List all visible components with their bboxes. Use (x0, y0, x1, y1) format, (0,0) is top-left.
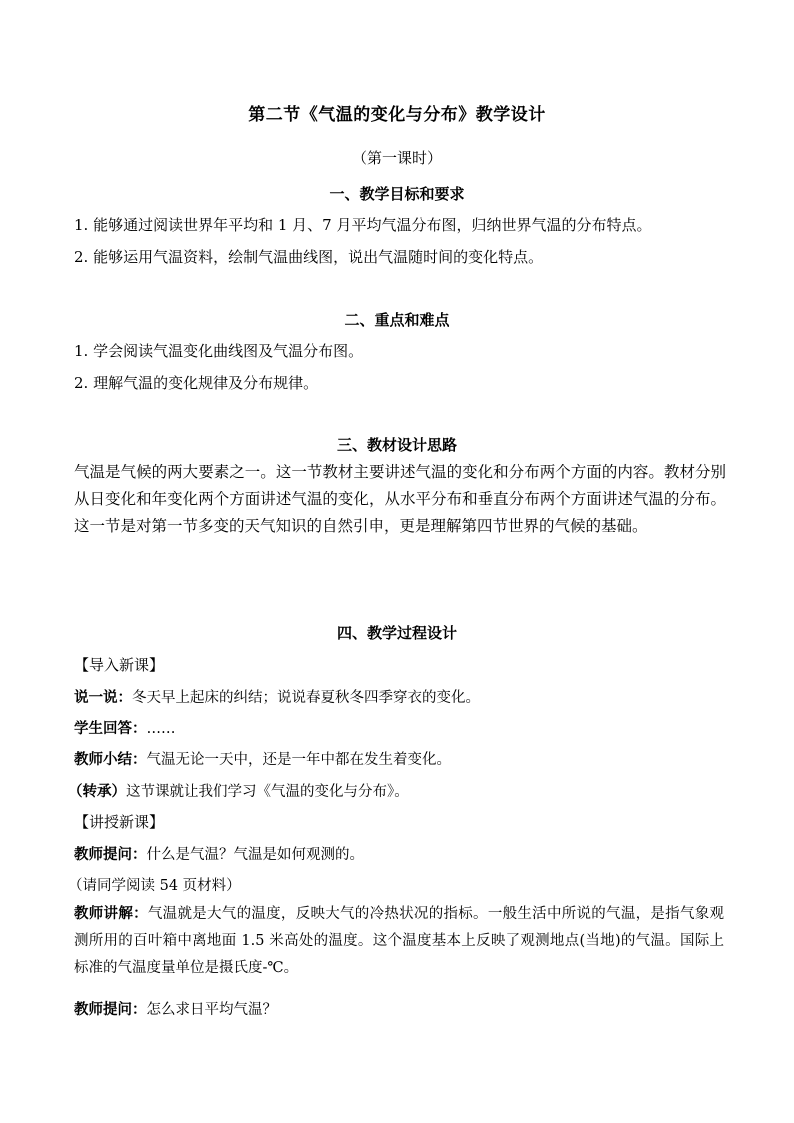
say-label: 说一说： (74, 689, 132, 706)
question-text-2: 怎么求日平均气温？ (146, 1002, 277, 1018)
answer-label: 学生回答： (74, 720, 147, 737)
say-text: 冬天早上起床的纠结；说说春夏秋冬四季穿衣的变化。 (132, 690, 480, 706)
explain-label: 教师讲解： (74, 905, 148, 922)
summary-line (74, 748, 451, 769)
intro-label: 【导入新课】 (74, 656, 165, 674)
document-title: 第二节《气温的变化与分布》教学设计 (248, 105, 546, 125)
design-idea-paragraph: 气温是气候的两大要素之一。这一节教材主要讲述气温的变化和分布两个方面的内容。教材分别从日变化和年变化两个方面讲述气温的变化，从水平分布和垂直分布两个方面讲述气温的分布。这一节是对第一节多变的天气知识的自然引申，更是理解第四节世界的气候的基础。 (74, 463, 726, 535)
reading-note: （请同学阅读 54 页材料） (68, 878, 241, 894)
goal-item: 2. 能够运用气温资料，绘制气温曲线图，说出气温随时间的变化特点。 (74, 248, 544, 266)
answer-line (74, 717, 176, 738)
answer-text: …… (146, 721, 176, 737)
question-label-2: 教师提问： (74, 1001, 147, 1018)
transition-label: （转承） (68, 783, 126, 800)
transition-line (68, 780, 409, 801)
key-point-item: 1. 学会阅读气温变化曲线图及气温分布图。 (74, 342, 364, 360)
teach-label: 【讲授新课】 (74, 813, 165, 831)
say-line (74, 686, 480, 707)
explanation-paragraph (74, 900, 724, 982)
question-text: 什么是气温？气温是如何观测的。 (146, 847, 364, 863)
section-heading-key-points: 二、重点和难点 (344, 311, 450, 329)
section-heading-goals: 一、教学目标和要求 (329, 185, 465, 203)
key-point-item: 2. 理解气温的变化规律及分布规律。 (74, 374, 319, 392)
summary-label: 教师小结： (74, 751, 147, 768)
question-line (74, 843, 364, 864)
lesson-period: （第一课时） (351, 149, 442, 167)
section-heading-process: 四、教学过程设计 (336, 624, 457, 642)
summary-text: 气温无论一天中，还是一年中都在发生着变化。 (146, 752, 451, 768)
explain-text: 气温就是大气的温度，反映大气的冷热状况的指标。一般生活中所说的气温，是指气象观测所用的百叶箱中离地面 1.5 米高处的温度。这个温度基本上反映了观测地点(当地)的气温。国际上标准的气温度量单位是摄氏度-℃。 (74, 906, 725, 976)
question-label: 教师提问： (74, 846, 147, 863)
goal-item: 1. 能够通过阅读世界年平均和 1 月、7 月平均气温分布图，归纳世界气温的分布特点。 (74, 216, 652, 234)
question-line-2 (74, 998, 277, 1019)
section-heading-design-idea: 三、教材设计思路 (336, 436, 457, 454)
transition-text: 这节课就让我们学习《气温的变化与分布》。 (126, 784, 409, 800)
